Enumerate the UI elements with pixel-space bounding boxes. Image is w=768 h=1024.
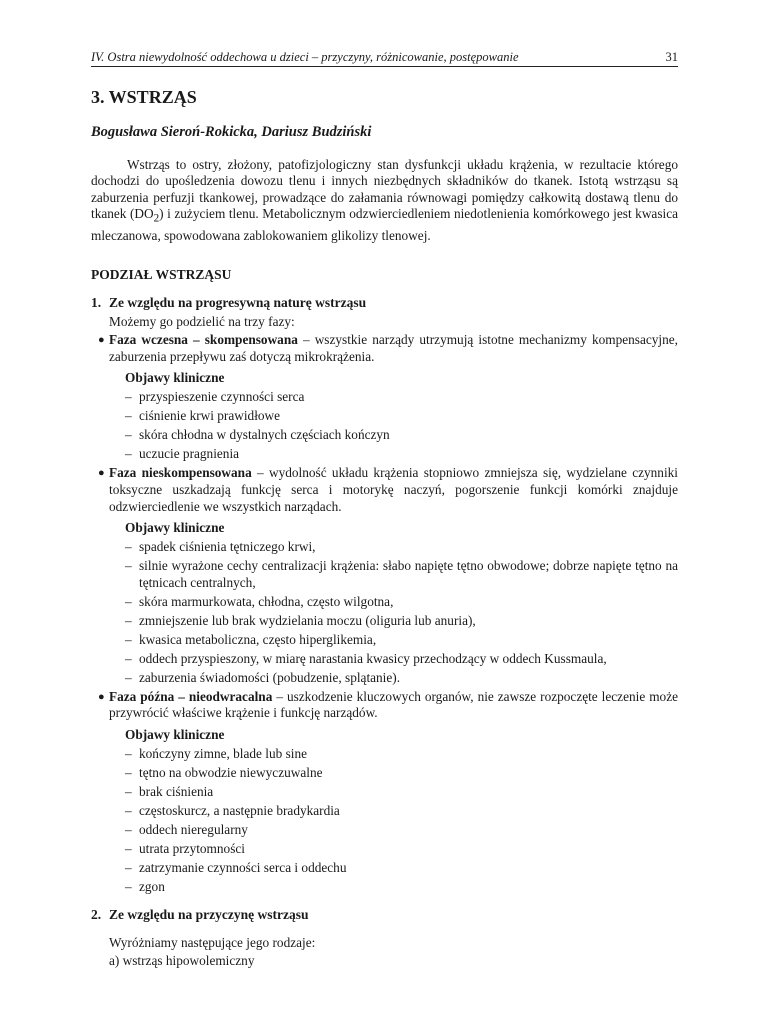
list-item: – uczucie pragnienia	[125, 446, 678, 463]
symptoms-list-decompensated	[91, 539, 678, 686]
phase-early	[98, 332, 678, 365]
list-item: – silnie wyrażone cechy centralizacji krążenia: słabo napięte tętno obwodowe; dobrze napięte tętno na tętnicach centralnych,	[125, 558, 678, 591]
list-item: – kwasica metaboliczna, często hiperglikemia,	[125, 632, 678, 649]
bullet-icon: ●	[98, 467, 105, 480]
symptoms-list-early	[91, 389, 678, 463]
phase-decompensated	[98, 465, 678, 515]
section-2-number: 2.	[91, 907, 102, 923]
intro-text-2: ) i zużyciem tlenu. Metabolicznym odzwierciedleniem niedotlenienia komórkowego jest kwasica mleczanowa, spowodowana zablokowaniem glikolizy tlenowej.	[91, 206, 678, 243]
symptoms-heading: Objawy kliniczne	[125, 370, 225, 386]
list-item: – spadek ciśnienia tętniczego krwi,	[125, 539, 678, 556]
intro-paragraph	[91, 157, 678, 245]
bullet-icon: ●	[98, 690, 105, 703]
section-heading: PODZIAŁ WSTRZĄSU	[91, 267, 232, 283]
list-item: – skóra chłodna w dystalnych częściach kończyn	[125, 427, 678, 444]
list-item: – ciśnienie krwi prawidłowe	[125, 408, 678, 425]
list-item: – utrata przytomności	[125, 841, 678, 858]
symptoms-heading: Objawy kliniczne	[125, 520, 225, 536]
list-item: – zatrzymanie czynności serca i oddechu	[125, 860, 678, 877]
phase-name: Faza późna – nieodwracalna	[109, 688, 273, 704]
list-item: – zgon	[125, 879, 678, 896]
section-1-title	[91, 295, 678, 311]
section-1-number: 1.	[91, 295, 102, 311]
phase-description: – uszkodzenie kluczowych organów, nie zawsze rozpoczęte leczenie może przywrócić właściwe krążenie i funkcję narządów.	[109, 688, 678, 721]
list-item: – częstoskurcz, a następnie bradykardia	[125, 803, 678, 820]
list-item: – kończyny zimne, blade lub sine	[125, 746, 678, 763]
page-number: 31	[665, 50, 678, 64]
list-item: – oddech nieregularny	[125, 822, 678, 839]
phase-description: – wydolność układu krążenia stopniowo zmniejsza się, wydzielane czynniki toksyczne uszkadzają funkcję serca i motorykę naczyń, pogorszenie funkcji komórki znajduje odzwierciedlenie we wszystkich narządach.	[109, 465, 678, 514]
list-item: – oddech przyspieszony, w miarę narastania kwasicy przechodzący w oddech Kussmaula,	[125, 651, 678, 668]
document-page	[91, 50, 678, 969]
bullet-icon: ●	[98, 334, 105, 347]
running-header	[91, 50, 678, 67]
section-2-title	[91, 907, 678, 923]
running-title: IV. Ostra niewydolność oddechowa u dzieci – przyczyny, różnicowanie, postępowanie	[91, 50, 519, 64]
intro-subscript: 2	[153, 213, 160, 226]
chapter-title: 3. WSTRZĄS	[91, 87, 197, 107]
section-2-item-a: a) wstrząs hipowolemiczny	[109, 953, 255, 969]
phase-description: – wszystkie narządy utrzymują istotne mechanizmy kompensacyjne, zaburzenia przepływu zaś dotyczą mikrokrążenia.	[109, 332, 678, 364]
section-1-title-text: Ze względu na progresywną naturę wstrząsu	[109, 295, 367, 311]
section-1-lead: Możemy go podzielić na trzy fazy:	[109, 314, 295, 330]
list-item: – przyspieszenie czynności serca	[125, 389, 678, 406]
phase-name: Faza nieskompensowana	[109, 465, 252, 481]
list-item: – tętno na obwodzie niewyczuwalne	[125, 765, 678, 782]
section-2-lead: Wyróżniamy następujące jego rodzaje:	[109, 935, 316, 951]
intro-text-1: Wstrząs to ostry, złożony, patofizjologiczny stan dysfunkcji układu krążenia, w rezultacie którego dochodzi do upośledzenia dowozu tlenu i innych niezbędnych składników do tkanek. Istotą wstrząsu są zaburzenia perfuzji tkankowej, prowadzące do załamania równowagi pomiędzy całkowitą dostawą tlenu do tkanek (DO	[91, 156, 678, 222]
chapter-authors: Bogusława Sieroń-Rokicka, Dariusz Budziński	[91, 123, 372, 140]
phase-name: Faza wczesna – skompensowana	[109, 332, 298, 348]
list-item: – brak ciśnienia	[125, 784, 678, 801]
list-item: – zaburzenia świadomości (pobudzenie, splątanie).	[125, 670, 678, 687]
list-item: – zmniejszenie lub brak wydzielania moczu (oliguria lub anuria),	[125, 613, 678, 630]
section-2-title-text: Ze względu na przyczynę wstrząsu	[109, 907, 309, 923]
symptoms-heading: Objawy kliniczne	[125, 726, 225, 742]
symptoms-list-late	[91, 746, 678, 895]
phase-late	[98, 688, 678, 722]
list-item: – skóra marmurkowata, chłodna, często wilgotna,	[125, 594, 678, 611]
